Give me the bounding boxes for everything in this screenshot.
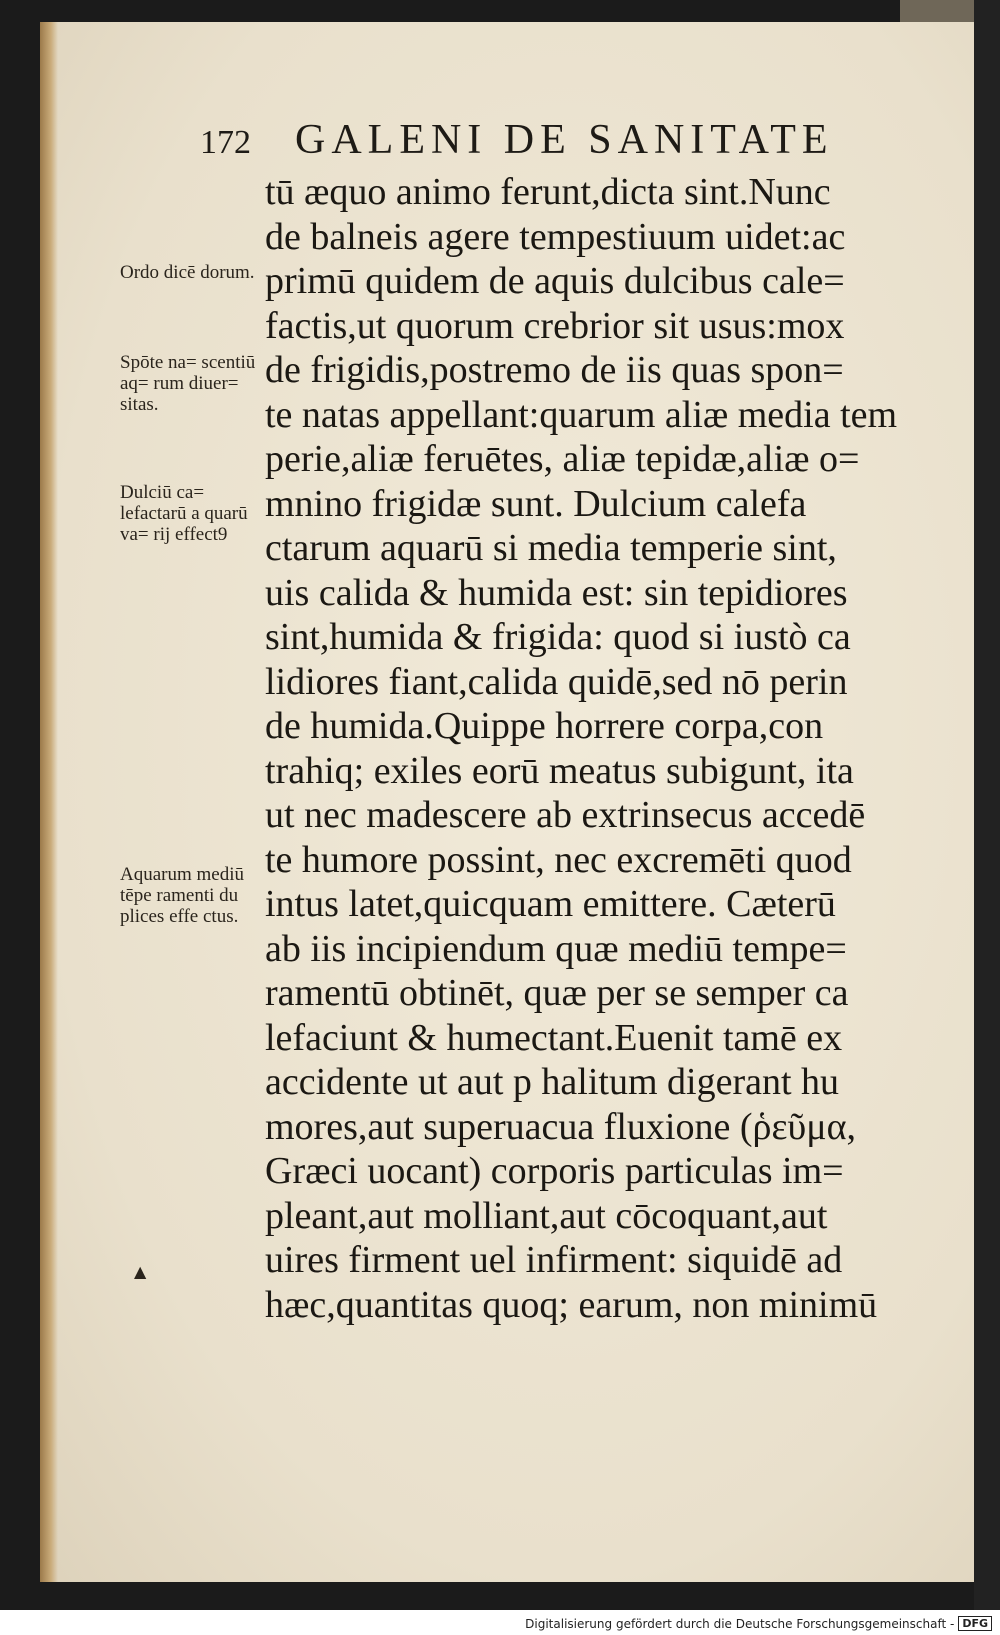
footer-credit-bar bbox=[0, 1612, 1000, 1635]
text-line: lidiores fiant,calida quidē,sed nō perin bbox=[265, 660, 848, 703]
text-line: mnino frigidæ sunt. Dulcium calefa bbox=[265, 482, 807, 525]
text-line: sint,humida & frigida: quod si iustò ca bbox=[265, 616, 851, 658]
main-text-block bbox=[265, 170, 925, 1327]
margin-note-order: Ordo dicē dorum. bbox=[120, 262, 255, 283]
margin-note-sweet-waters: Dulciū ca= lefactarū a quarū va= rij effect9 bbox=[120, 482, 248, 545]
text-line: ut nec madescere ab extrinsecus accedē bbox=[265, 794, 866, 836]
page-gutter-shadow bbox=[40, 22, 58, 1582]
text-line: uires firment uel infirment: siquidē ad bbox=[265, 1239, 843, 1281]
page-number: 172 bbox=[200, 124, 251, 161]
text-line: de humida.Quippe horrere corpa,con bbox=[265, 705, 824, 747]
running-header bbox=[200, 116, 890, 164]
text-line: Græci uocant) corporis particulas im= bbox=[265, 1150, 844, 1192]
scan-right-edge bbox=[974, 0, 1000, 1610]
text-line: ramentū obtinēt, quæ per se semper ca bbox=[265, 972, 849, 1014]
dfg-logo: DFG bbox=[958, 1616, 992, 1631]
text-line: primū quidem de aquis dulcibus cale= bbox=[265, 260, 845, 302]
running-title: GALENI DE SANITATE bbox=[295, 117, 834, 163]
text-line: de frigidis,postremo de iis quas spon= bbox=[265, 349, 844, 391]
marginal-mark: ▲ bbox=[134, 1262, 147, 1281]
text-line: mores,aut superuacua fluxione (ῥεῦμα, bbox=[265, 1105, 857, 1148]
text-line: uis calida & humida est: sin tepidiores bbox=[265, 571, 848, 614]
text-line: hæc,quantitas quoq; earum, non minimū bbox=[265, 1283, 878, 1326]
funding-credit-text: Digitalisierung gefördert durch die Deutsche Forschungsgemeinschaft - bbox=[525, 1616, 955, 1631]
text-line: lefaciunt & humectant.Euenit tamē ex bbox=[265, 1016, 843, 1059]
text-line: ctarum aquarū si media temperie sint, bbox=[265, 527, 837, 569]
text-line: tū æquo animo ferunt,dicta sint.Nunc bbox=[265, 171, 831, 213]
margin-note-medium-waters: Aquarum mediū tēpe ramenti du plices effe ctus. bbox=[120, 864, 245, 927]
text-line: trahiq; exiles eorū meatus subigunt, ita bbox=[265, 749, 854, 792]
margin-note-spontaneous-waters: Spōte na= scentiū aq= rum diuer= sitas. bbox=[120, 352, 256, 415]
text-line: accidente ut aut p halitum digerant hu bbox=[265, 1061, 840, 1103]
text-line: de balneis agere tempestiuum uidet:ac bbox=[265, 215, 846, 258]
text-line: te natas appellant:quarum aliæ media tem bbox=[265, 393, 898, 436]
text-line: te humore possint, nec excremēti quod bbox=[265, 838, 852, 881]
text-line: factis,ut quorum crebrior sit usus:mox bbox=[265, 304, 845, 347]
text-line: perie,aliæ feruētes, aliæ tepidæ,aliæ o= bbox=[265, 438, 860, 480]
text-line: intus latet,quicquam emittere. Cæterū bbox=[265, 883, 836, 925]
text-line: ab iis incipiendum quæ mediū tempe= bbox=[265, 927, 847, 970]
text-line: pleant,aut molliant,aut cōcoquant,aut bbox=[265, 1194, 828, 1237]
